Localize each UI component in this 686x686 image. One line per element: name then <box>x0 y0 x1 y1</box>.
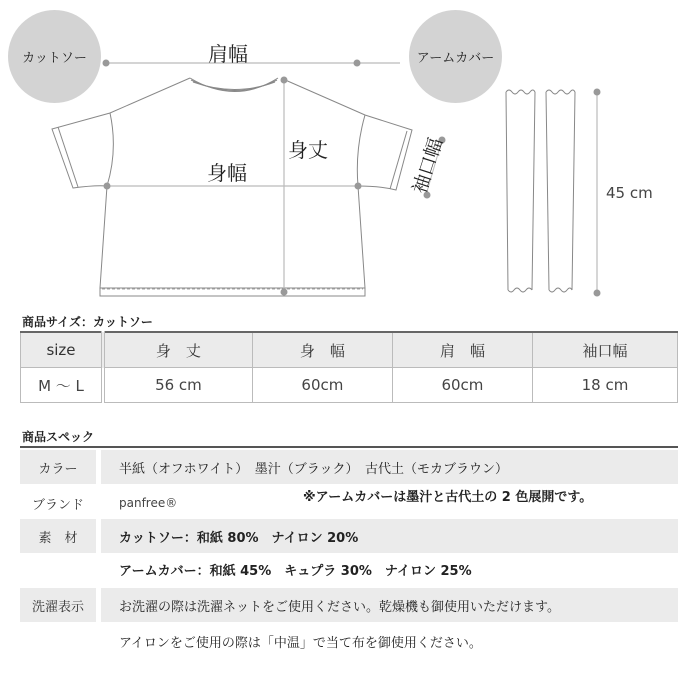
spec-label: 洗濯表示 <box>20 588 96 622</box>
cell-cuff-width: 18 cm <box>532 368 677 403</box>
spec-row-care-2 <box>20 624 678 658</box>
spec-value: アイロンをご使用の際は「中温」で当て布を御使用ください。 <box>119 635 482 651</box>
header-body-width: 身 幅 <box>252 332 392 368</box>
spec-label: カラー <box>20 450 96 484</box>
spec-label: ブランド <box>31 497 84 513</box>
spec-row-material <box>20 519 678 553</box>
shoulder-end-dot <box>354 60 361 67</box>
cell-body-length: 56 cm <box>103 368 252 403</box>
cutsew-badge <box>8 10 101 103</box>
spec-value: 半紙（オフホワイト） 墨汁（ブラック） 古代土（モカブラウン） <box>101 450 678 484</box>
spec-value: アームカバー：和紙 45% キュプラ 30% ナイロン 25% <box>119 563 472 579</box>
size-table <box>20 331 678 403</box>
spec-divider <box>20 446 678 448</box>
armcover-length-label: 45 cm <box>606 184 653 202</box>
spec-label: 素 材 <box>20 519 96 553</box>
header-cuff-width: 袖口幅 <box>532 332 677 368</box>
header-shoulder-width: 肩 幅 <box>392 332 532 368</box>
body-width-label: 身幅 <box>207 161 247 185</box>
spec-section-title: 商品スペック <box>22 430 95 444</box>
cell-shoulder-width: 60cm <box>392 368 532 403</box>
color-note: ※アームカバーは墨汁と古代土の 2 色展開です。 <box>303 490 593 505</box>
cutsew-badge-label: カットソー <box>22 51 87 66</box>
spec-row-material-2 <box>20 552 678 586</box>
spec-row-care <box>20 588 678 622</box>
cuff-width-label: 袖口幅 <box>408 135 448 197</box>
armcover-badge <box>409 10 502 103</box>
header-body-length: 身 丈 <box>103 332 252 368</box>
size-section-title: 商品サイズ：カットソー <box>22 315 153 329</box>
spec-row-color <box>20 450 678 484</box>
size-table-header <box>21 332 678 368</box>
armcover-badge-label: アームカバー <box>416 51 495 66</box>
body-length-label: 身丈 <box>288 138 328 162</box>
cell-size: M ～ L <box>21 368 104 403</box>
spec-value: panfree® <box>119 496 178 510</box>
spec-value: カットソー：和紙 80% ナイロン 20% <box>101 519 678 553</box>
garment-diagram <box>0 0 686 310</box>
table-row <box>21 368 678 403</box>
cell-body-width: 60cm <box>252 368 392 403</box>
shoulder-width-label: 肩幅 <box>208 42 248 66</box>
spec-value: お洗濯の際は洗濯ネットをご使用ください。乾燥機も御使用いただけます。 <box>101 588 678 622</box>
header-size: size <box>21 332 104 368</box>
